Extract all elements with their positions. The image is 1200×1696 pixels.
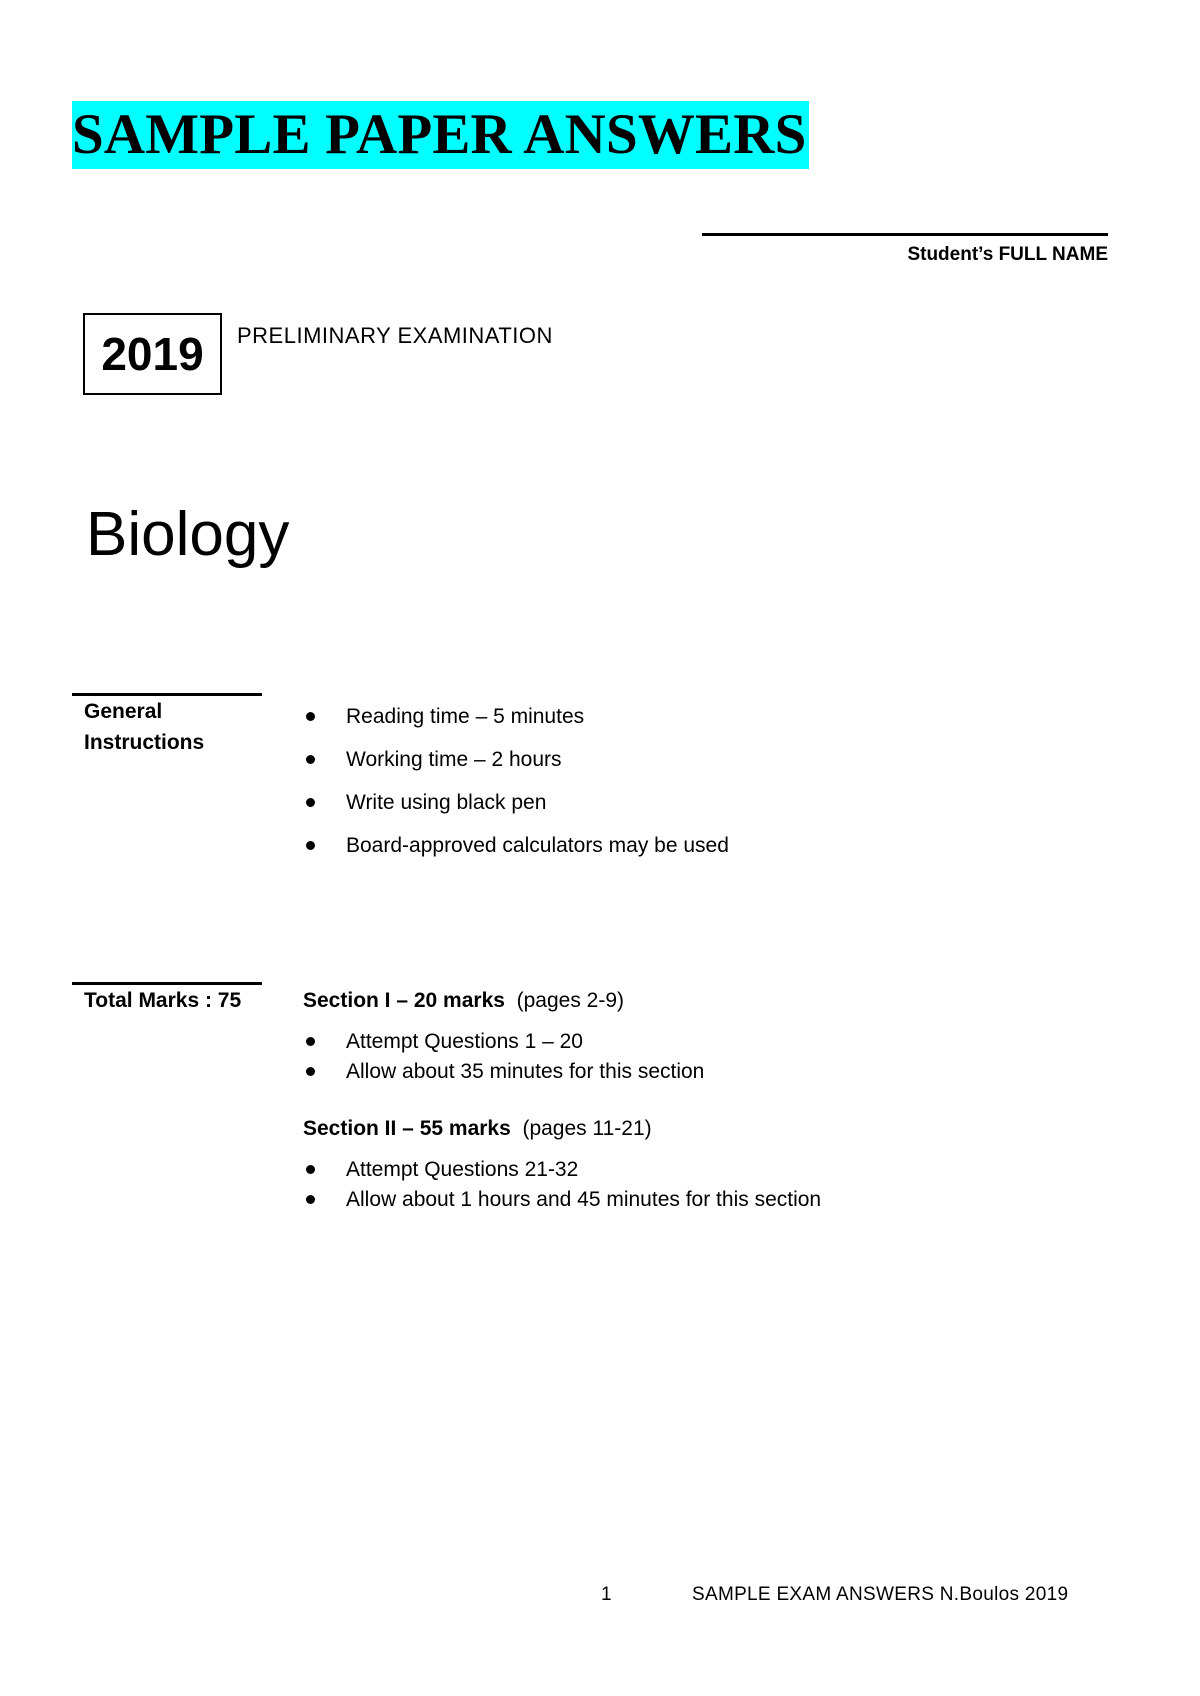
subject-title: Biology — [86, 500, 290, 569]
exam-year: 2019 — [101, 328, 204, 380]
general-instructions-label: General Instructions — [84, 700, 205, 754]
exam-title: PRELIMINARY EXAMINATION — [237, 323, 553, 348]
footer-page-number: 1 — [601, 1584, 612, 1605]
list-item: Board-approved calculators may be used — [306, 824, 729, 867]
list-item: Reading time – 5 minutes — [306, 695, 729, 738]
list-item: Allow about 35 minutes for this section — [306, 1057, 704, 1087]
list-item: Allow about 1 hours and 45 minutes for this section — [306, 1185, 821, 1215]
section-1-title: Section I – 20 marks — [303, 989, 505, 1012]
section-1-list — [306, 1027, 704, 1087]
section-2-pages: (pages 11-21) — [522, 1117, 652, 1140]
list-item: Working time – 2 hours — [306, 738, 729, 781]
list-item: Write using black pen — [306, 781, 729, 824]
student-name-label: Student’s FULL NAME — [907, 244, 1108, 265]
section-2-title: Section II – 55 marks — [303, 1117, 511, 1140]
document-banner-title: SAMPLE PAPER ANSWERS — [72, 103, 807, 166]
total-marks-label: Total Marks : 75 — [84, 989, 242, 1012]
general-instructions-list — [306, 695, 729, 867]
student-name-line — [702, 233, 1108, 236]
section-1-pages: (pages 2-9) — [516, 989, 625, 1012]
section-2-list — [306, 1155, 821, 1215]
list-item: Attempt Questions 1 – 20 — [306, 1027, 704, 1057]
section-2-heading — [303, 1113, 652, 1144]
section-1-heading — [303, 985, 624, 1016]
list-item: Attempt Questions 21-32 — [306, 1155, 821, 1185]
footer-text: SAMPLE EXAM ANSWERS N.Boulos 2019 — [692, 1584, 1069, 1605]
